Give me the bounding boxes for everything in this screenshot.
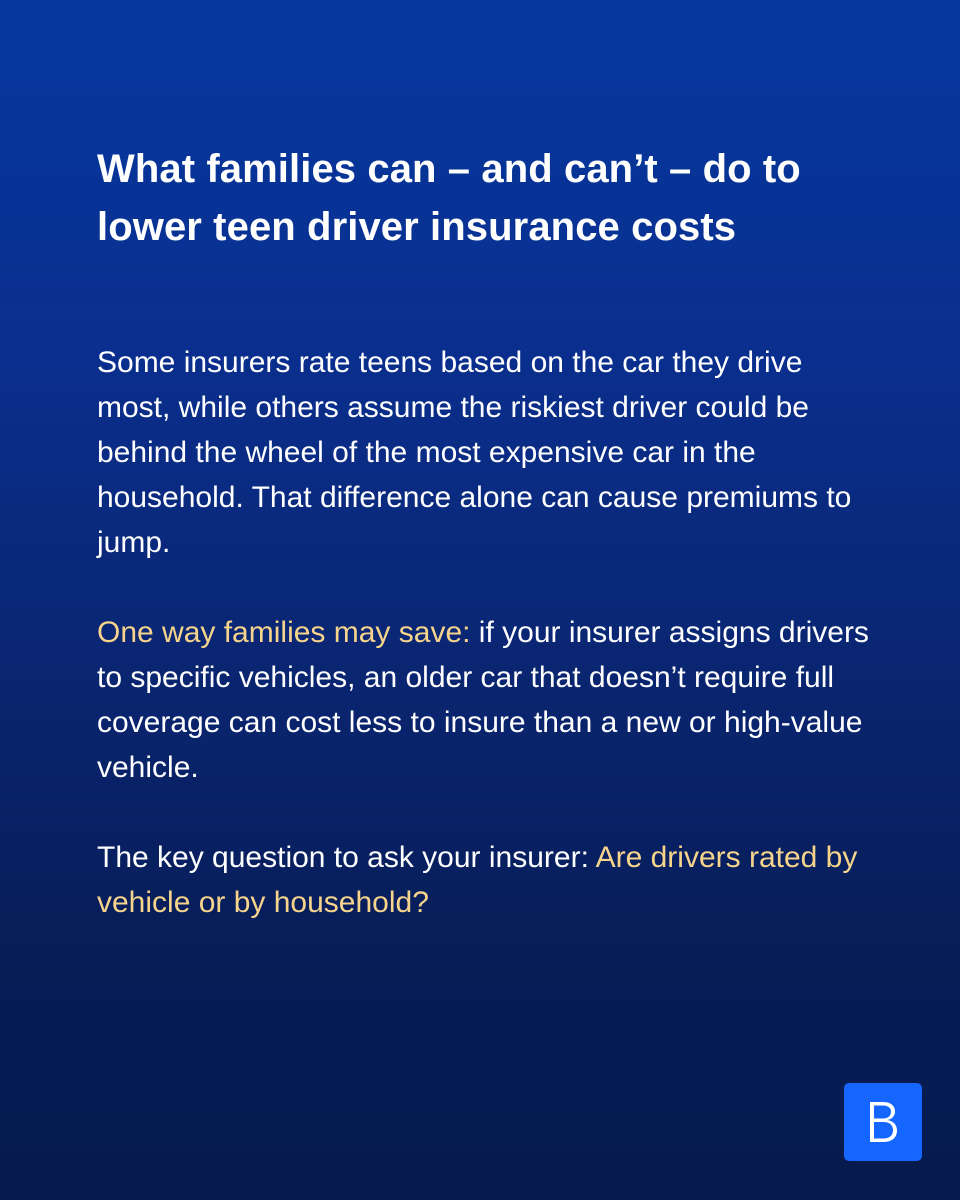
article-content [97, 140, 877, 925]
bankrate-b-logo-icon [865, 1099, 901, 1145]
saving-tip-highlight: One way families may save: [97, 616, 471, 649]
paragraph-saving-tip [97, 610, 877, 790]
key-question-lead: The key question to ask your insurer: [97, 841, 596, 874]
saving-tip-text: if your insurer assigns drivers to specific vehicles, an older car that doesn’t require full coverage can cost less to insure than a new or high-value vehicle. [97, 616, 869, 784]
brand-logo [844, 1083, 922, 1161]
headline: What families can – and can’t – do to lower teen driver insurance costs [97, 147, 801, 249]
paragraph-rating-methods: Some insurers rate teens based on the car they drive most, while others assume the riskiest driver could be behind the wheel of the most expensive car in the household. That difference alone can cause premiums to jump. [97, 346, 852, 559]
key-question-highlight: Are drivers rated by vehicle or by household? [97, 841, 858, 919]
paragraph-key-question [97, 835, 877, 925]
